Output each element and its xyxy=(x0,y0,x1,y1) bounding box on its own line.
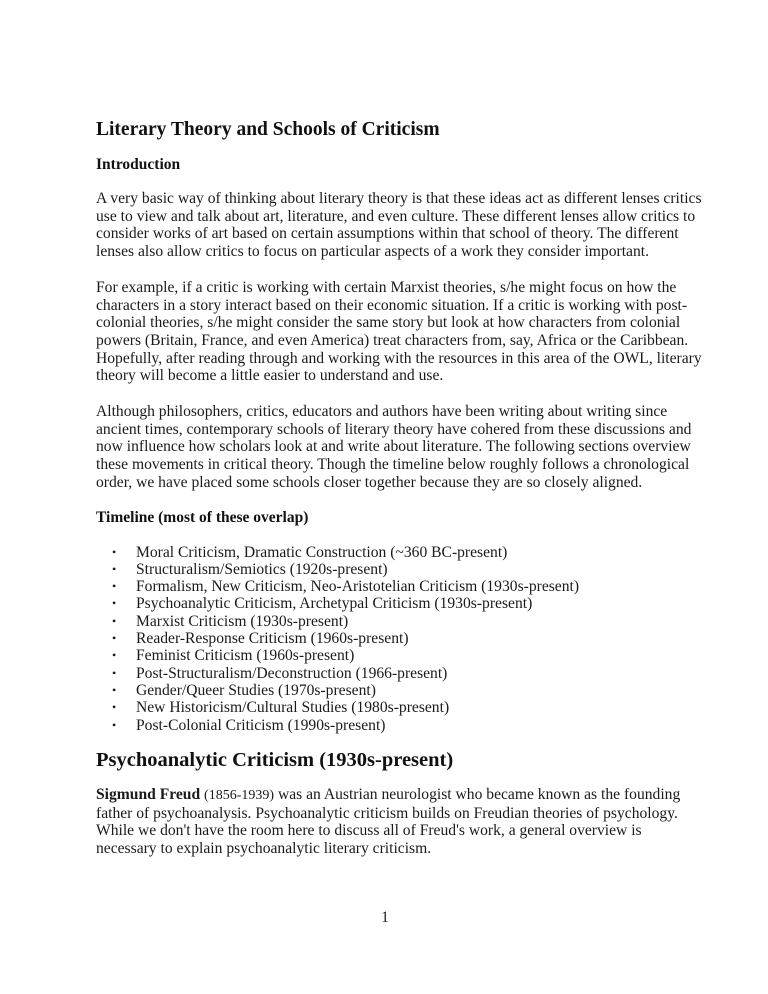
text-line: these movements in critical theory. Though the timeline below roughly follows a chronological xyxy=(96,456,690,474)
text-line: ancient times, contemporary schools of literary theory have cohered from these discussions and xyxy=(96,420,692,438)
list-item-text: Gender/Queer Studies (1970s-present) xyxy=(136,681,376,699)
list-item-text: Feminist Criticism (1960s-present) xyxy=(136,647,355,665)
list-item xyxy=(96,717,696,734)
text-line: Although philosophers, critics, educators and authors have been writing about writing since xyxy=(96,403,668,421)
bullet-icon: • xyxy=(112,579,117,594)
bullet-icon: • xyxy=(112,613,117,628)
intro-paragraph-1 xyxy=(96,190,702,261)
text-line: A very basic way of thinking about literary theory is that these ideas act as different lenses critics xyxy=(96,190,702,207)
text-line: While we don't have the room here to discuss all of Freud's work, a general overview is xyxy=(96,822,642,840)
intro-paragraph-2 xyxy=(96,278,702,385)
text-line: necessary to explain psychoanalytic literary criticism. xyxy=(96,839,432,857)
page-number: 1 xyxy=(381,909,389,926)
list-item-text: Structuralism/Semiotics (1920s-present) xyxy=(136,560,388,578)
intro-paragraph-3 xyxy=(96,403,696,492)
bullet-icon: • xyxy=(112,596,117,611)
text-line: For example, if a critic is working with certain Marxist theories, s/he might focus on how the xyxy=(96,278,677,296)
bullet-icon: • xyxy=(112,682,117,697)
bullet-icon: • xyxy=(112,648,117,663)
text-line xyxy=(96,786,696,805)
document-title: Literary Theory and Schools of Criticism xyxy=(96,119,440,140)
list-item xyxy=(96,561,696,578)
list-item xyxy=(96,544,696,561)
bullet-icon: • xyxy=(112,665,117,680)
list-item xyxy=(96,595,696,612)
text-line: lenses also allow critics to focus on particular aspects of a work they consider important. xyxy=(96,243,649,261)
text-line: consider works of art based on certain assumptions within that school of theory. The different xyxy=(96,225,679,243)
text-line: use to view and talk about art, literature, and even culture. These different lenses allow critics to xyxy=(96,207,696,225)
timeline-heading: Timeline (most of these overlap) xyxy=(96,508,309,526)
bullet-icon: • xyxy=(112,561,117,576)
list-item-text: Psychoanalytic Criticism, Archetypal Criticism (1930s-present) xyxy=(136,595,533,613)
text-line: powers (Britain, France, and even America) treat characters from, say, Africa or the Caribbean. xyxy=(96,331,689,349)
list-item xyxy=(96,578,696,595)
timeline-list xyxy=(96,544,696,734)
introduction-heading: Introduction xyxy=(96,156,181,173)
text-run: was an Austrian neurologist who became known as the founding xyxy=(274,785,681,803)
list-item-text: Marxist Criticism (1930s-present) xyxy=(136,612,349,630)
bullet-icon: • xyxy=(112,700,117,715)
text-line: Hopefully, after reading through and working with the resources in this area of the OWL, literary xyxy=(96,349,702,367)
text-line: father of psychoanalysis. Psychoanalytic criticism builds on Freudian theories of psychology. xyxy=(96,804,678,822)
bullet-icon: • xyxy=(112,717,117,732)
psychoanalytic-section-heading: Psychoanalytic Criticism (1930s-present) xyxy=(96,748,454,771)
text-line: colonial theories, s/he might consider the same story but look at how characters from colonial xyxy=(96,314,681,332)
list-item xyxy=(96,613,696,630)
freud-name: Sigmund Freud xyxy=(96,785,201,803)
list-item xyxy=(96,647,696,664)
list-item-text: Moral Criticism, Dramatic Construction (~360 BC-present) xyxy=(136,543,508,561)
list-item-text: New Historicism/Cultural Studies (1980s-present) xyxy=(136,699,450,717)
psychoanalytic-paragraph xyxy=(96,786,696,858)
list-item xyxy=(96,630,696,647)
list-item xyxy=(96,665,696,682)
freud-years: (1856-1939) xyxy=(204,787,275,803)
text-line: characters in a story interact based on their economic situation. If a critic is working with post- xyxy=(96,296,688,314)
list-item-text: Reader-Response Criticism (1960s-present) xyxy=(136,630,409,648)
list-item-text: Formalism, New Criticism, Neo-Aristotelian Criticism (1930s-present) xyxy=(136,578,580,596)
list-item xyxy=(96,699,696,716)
bullet-icon: • xyxy=(112,631,117,646)
list-item xyxy=(96,682,696,699)
text-line: now influence how scholars look at and write about literature. The following sections overview xyxy=(96,438,691,456)
document-body xyxy=(96,118,702,858)
text-line: theory will become a little easier to understand and use. xyxy=(96,367,444,385)
text-line: order, we have placed some schools closer together because they are so closely aligned. xyxy=(96,473,643,491)
list-item-text: Post-Colonial Criticism (1990s-present) xyxy=(136,716,386,734)
bullet-icon: • xyxy=(112,544,117,559)
list-item-text: Post-Structuralism/Deconstruction (1966-present) xyxy=(136,664,448,682)
